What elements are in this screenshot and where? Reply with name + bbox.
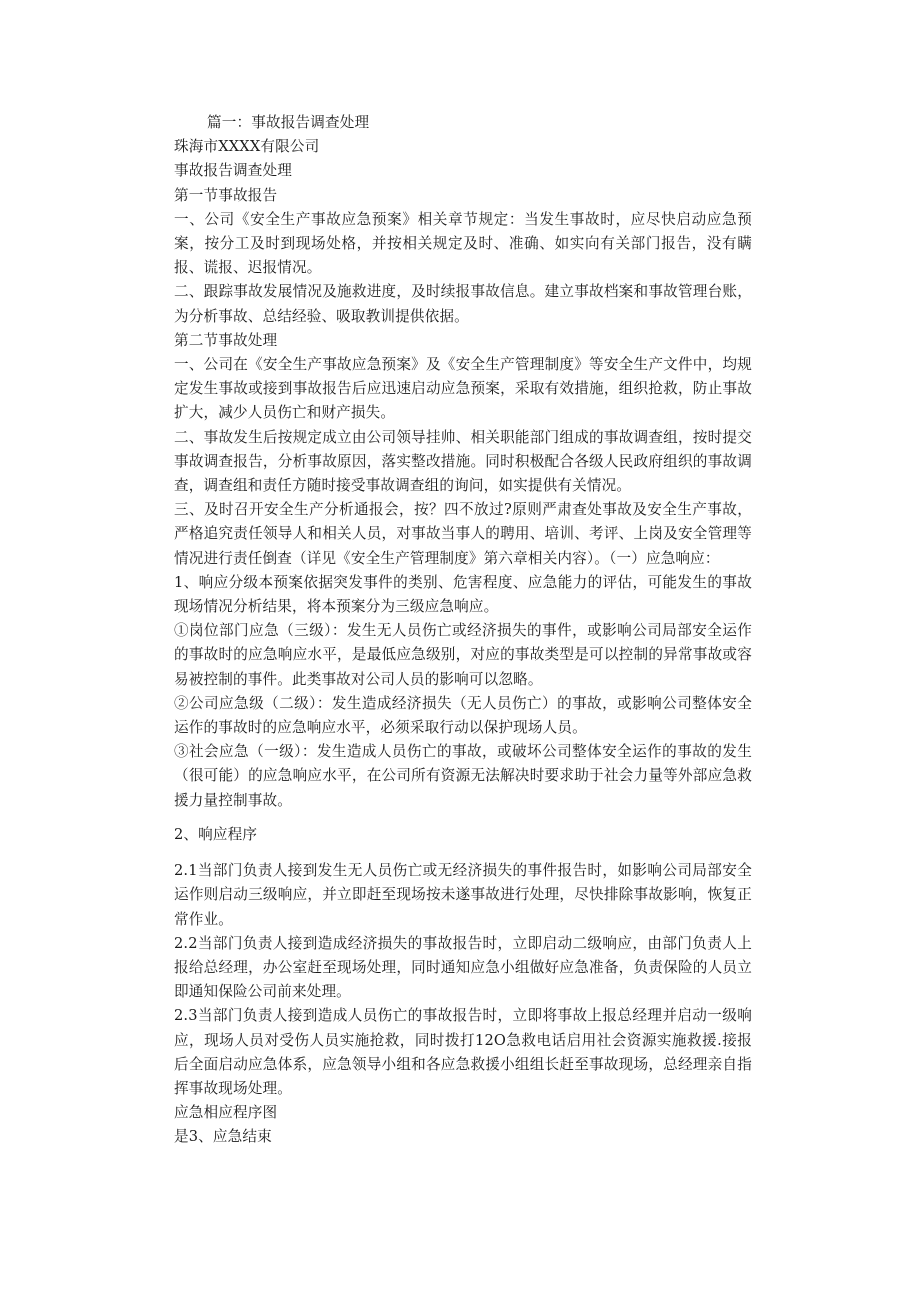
emergency-end-heading: 是3、应急结束 xyxy=(174,1128,272,1146)
section-heading-handling: 第二节事故处理 xyxy=(174,331,278,349)
paragraph: 2.2当部门负责人接到造成经济损失的事故报告时，立即启动二级响应，由部门负责人上报给总经理，办公室赶至现场处理，同时通知应急小组做好应急准备，负责保险的人员立即通知保险公司前来处理。 xyxy=(174,934,752,1001)
section-heading-report: 第一节事故报告 xyxy=(174,186,278,204)
paragraph: 2.3当部门负责人接到造成人员伤亡的事故报告时，立即将事故上报总经理并启动一级响应，现场人员对受伤人员实施抢救，同时拨打12O急救电话启用社会资源实施救援.接报后全面启动应急体系，应急领导小组和各应急救援小组组长赶至事故现场，总经理亲自指挥事故现场处理。 xyxy=(174,1007,752,1097)
document-body xyxy=(174,111,752,1150)
paragraph: 1、响应分级本预案依据突发事件的类别、危害程度、应急能力的评估，可能发生的事故现场情况分析结果，将本预案分为三级应急响应。 xyxy=(174,573,752,616)
paragraph: ③社会应急（一级）：发生造成人员伤亡的事故，或破坏公司整体安全运作的事故的发生（很可能）的应急响应水平，在公司所有资源无法解决时要求助于社会力量等外部应急救援力量控制事故。 xyxy=(174,743,752,809)
chart-reference: 应急相应程序图 xyxy=(174,1104,278,1122)
company-name: 珠海市XXXX有限公司 xyxy=(174,138,320,156)
document-title: 篇一：事故报告调查处理 xyxy=(207,114,370,131)
paragraph: ②公司应急级（二级）：发生造成经济损失（无人员伤亡）的事故，或影响公司整体安全运作的事故时的应急响应水平，必须采取行动以保护现场人员。 xyxy=(174,694,752,737)
document-subtitle: 事故报告调查处理 xyxy=(174,162,292,180)
paragraph: 三、及时召开安全生产分析通报会，按？四不放过?原则严肃查处事故及安全生产事故，严格追究责任领导人和相关人员，对事故当事人的聘用、培训、考评、上岗及安全管理等情况进行责任倒查（详见《安全生产管理制度》第六章相关内容）。（一）应急响应： xyxy=(174,501,752,567)
paragraph: 二、事故发生后按规定成立由公司领导挂帅、相关职能部门组成的事故调查组，按时提交事故调查报告，分析事故原因，落实整改措施。同时积极配合各级人民政府组织的事故调查，调查组和责任方随时接受事故调查组的询问，如实提供有关情况。 xyxy=(174,428,752,495)
paragraph: 一、公司《安全生产事故应急预案》相关章节规定：当发生事故时，应尽快启动应急预案，按分工及时到现场处格，并按相关规定及时、准确、如实向有关部门报告，没有瞒报、谎报、迟报情况。 xyxy=(174,210,752,277)
paragraph: 2.1当部门负责人接到发生无人员伤亡或无经济损失的事件报告时，如影响公司局部安全运作则启动三级响应，并立即赶至现场按未遂事故进行处理，尽快排除事故影响，恢复正常作业。 xyxy=(174,862,752,928)
paragraph: 一、公司在《安全生产事故应急预案》及《安全生产管理制度》等安全生产文件中，均规定发生事故或接到事故报告后应迅速启动应急预案，采取有效措施，组织抢救，防止事故扩大，减少人员伤亡和财产损失。 xyxy=(174,356,752,422)
response-procedure-heading: 2、响应程序 xyxy=(174,825,258,843)
paragraph: 二、跟踪事故发展情况及施救进度，及时续报事故信息。建立事故档案和事故管理台账，为分析事故、总结经验、吸取教训提供依据。 xyxy=(174,283,752,325)
paragraph: ①岗位部门应急（三级）：发生无人员伤亡或经济损失的事件，或影响公司局部安全运作的事故时的应急响应水平，是最低应急级别，对应的事故类型是可以控制的异常事故或容易被控制的事件。此类事故对公司人员的影响可以忽略。 xyxy=(174,622,752,688)
